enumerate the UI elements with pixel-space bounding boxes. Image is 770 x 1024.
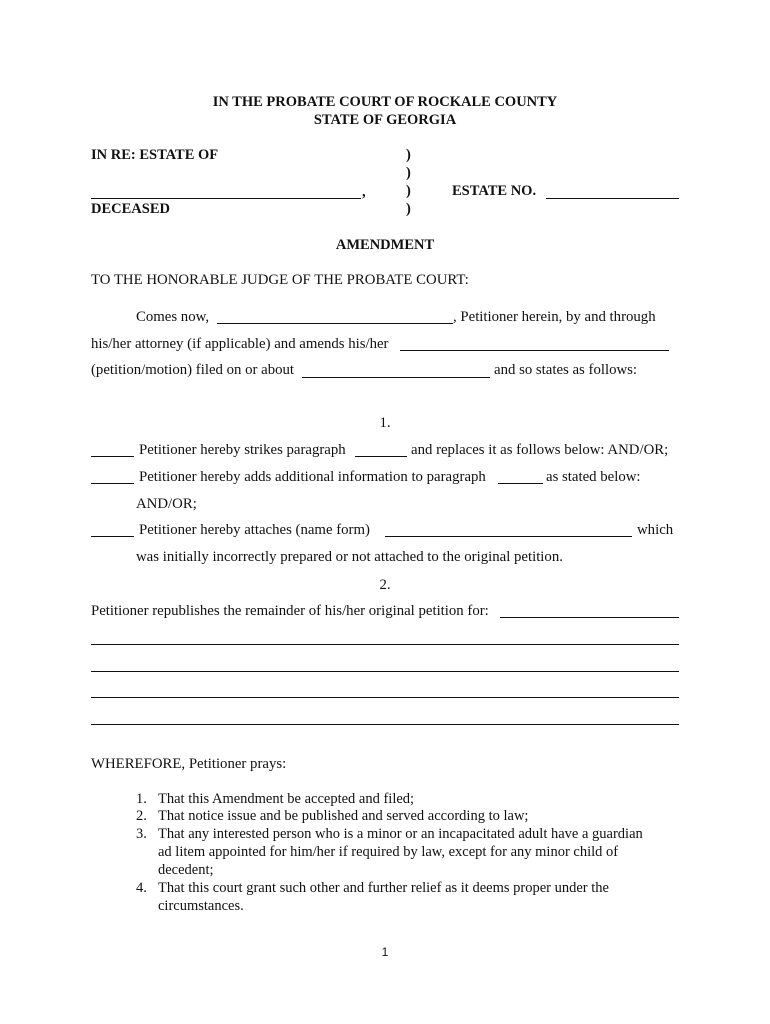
document-title: AMENDMENT <box>335 237 435 253</box>
state-heading: STATE OF GEORGIA <box>313 112 457 128</box>
add-paragraph-field[interactable] <box>498 483 543 484</box>
prayer-item-num: 4. <box>136 880 147 896</box>
caption-paren: ) <box>406 165 411 181</box>
andor-text: AND/OR; <box>136 496 197 512</box>
republish-line-4[interactable] <box>91 724 679 725</box>
republish-purpose-field[interactable] <box>500 617 679 618</box>
republishes-text: Petitioner republishes the remainder of his/her original petition for: <box>91 603 489 619</box>
caption-comma: , <box>362 184 366 200</box>
decedent-name-field[interactable] <box>91 198 361 199</box>
section-2-number: 2. <box>379 577 391 593</box>
prayer-item-text: That any interested person who is a minor or an incapacitated adult have a guardian <box>158 826 643 842</box>
court-heading: IN THE PROBATE COURT OF ROCKALE COUNTY <box>212 94 558 110</box>
adds-check-field[interactable] <box>91 483 134 484</box>
attorney-line-text: his/her attorney (if applicable) and amends his/her <box>91 336 389 352</box>
as-stated-text: as stated below: <box>546 469 641 485</box>
petition-motion-text: (petition/motion) filed on or about <box>91 362 295 378</box>
pleading-name-field[interactable] <box>400 350 669 351</box>
adds-text: Petitioner hereby adds additional information to paragraph <box>139 469 486 485</box>
strikes-check-field[interactable] <box>91 456 134 457</box>
deceased-label: DECEASED <box>91 201 170 217</box>
republish-line-1[interactable] <box>91 644 679 645</box>
salutation: TO THE HONORABLE JUDGE OF THE PROBATE COURT: <box>91 272 469 288</box>
prayer-item-num: 2. <box>136 808 147 824</box>
estate-no-field[interactable] <box>546 198 679 199</box>
prayer-item-num: 1. <box>136 791 147 807</box>
republish-line-2[interactable] <box>91 671 679 672</box>
prayer-item-text: decedent; <box>158 862 214 878</box>
which-text: which <box>637 522 674 538</box>
prayer-item-text: circumstances. <box>158 898 244 914</box>
caption-paren: ) <box>406 147 411 163</box>
comes-now-text: Comes now, <box>136 309 210 325</box>
form-name-field[interactable] <box>385 536 632 537</box>
attaches-text: Petitioner hereby attaches (name form) <box>139 522 370 538</box>
prayer-item-text: That this Amendment be accepted and filed; <box>158 791 415 807</box>
prayer-item-num: 3. <box>136 826 147 842</box>
republish-line-3[interactable] <box>91 697 679 698</box>
filed-date-field[interactable] <box>302 377 490 378</box>
prayer-item-text: That notice issue and be published and served according to law; <box>158 808 529 824</box>
states-as-follows-text: and so states as follows: <box>494 362 638 378</box>
prayer-item-text: That this court grant such other and further relief as it deems proper under the <box>158 880 609 896</box>
petitioner-name-field[interactable] <box>217 323 453 324</box>
wherefore-heading: WHEREFORE, Petitioner prays: <box>91 756 287 772</box>
page-number: 1 <box>381 945 389 959</box>
petitioner-herein-text: , Petitioner herein, by and through <box>453 309 656 325</box>
caption-paren: ) <box>406 201 411 217</box>
strikes-text: Petitioner hereby strikes paragraph <box>139 442 346 458</box>
attaches-check-field[interactable] <box>91 536 134 537</box>
section-1-number: 1. <box>379 415 391 431</box>
strike-paragraph-field[interactable] <box>355 456 407 457</box>
replaces-text: and replaces it as follows below: AND/OR; <box>411 442 669 458</box>
in-re-label: IN RE: ESTATE OF <box>91 147 219 163</box>
caption-paren: ) <box>406 183 411 199</box>
estate-no-label: ESTATE NO. <box>452 183 537 199</box>
incorrectly-text: was initially incorrectly prepared or not attached to the original petition. <box>136 549 563 565</box>
prayer-item-text: ad litem appointed for him/her if required by law, except for any minor child of <box>158 844 619 860</box>
